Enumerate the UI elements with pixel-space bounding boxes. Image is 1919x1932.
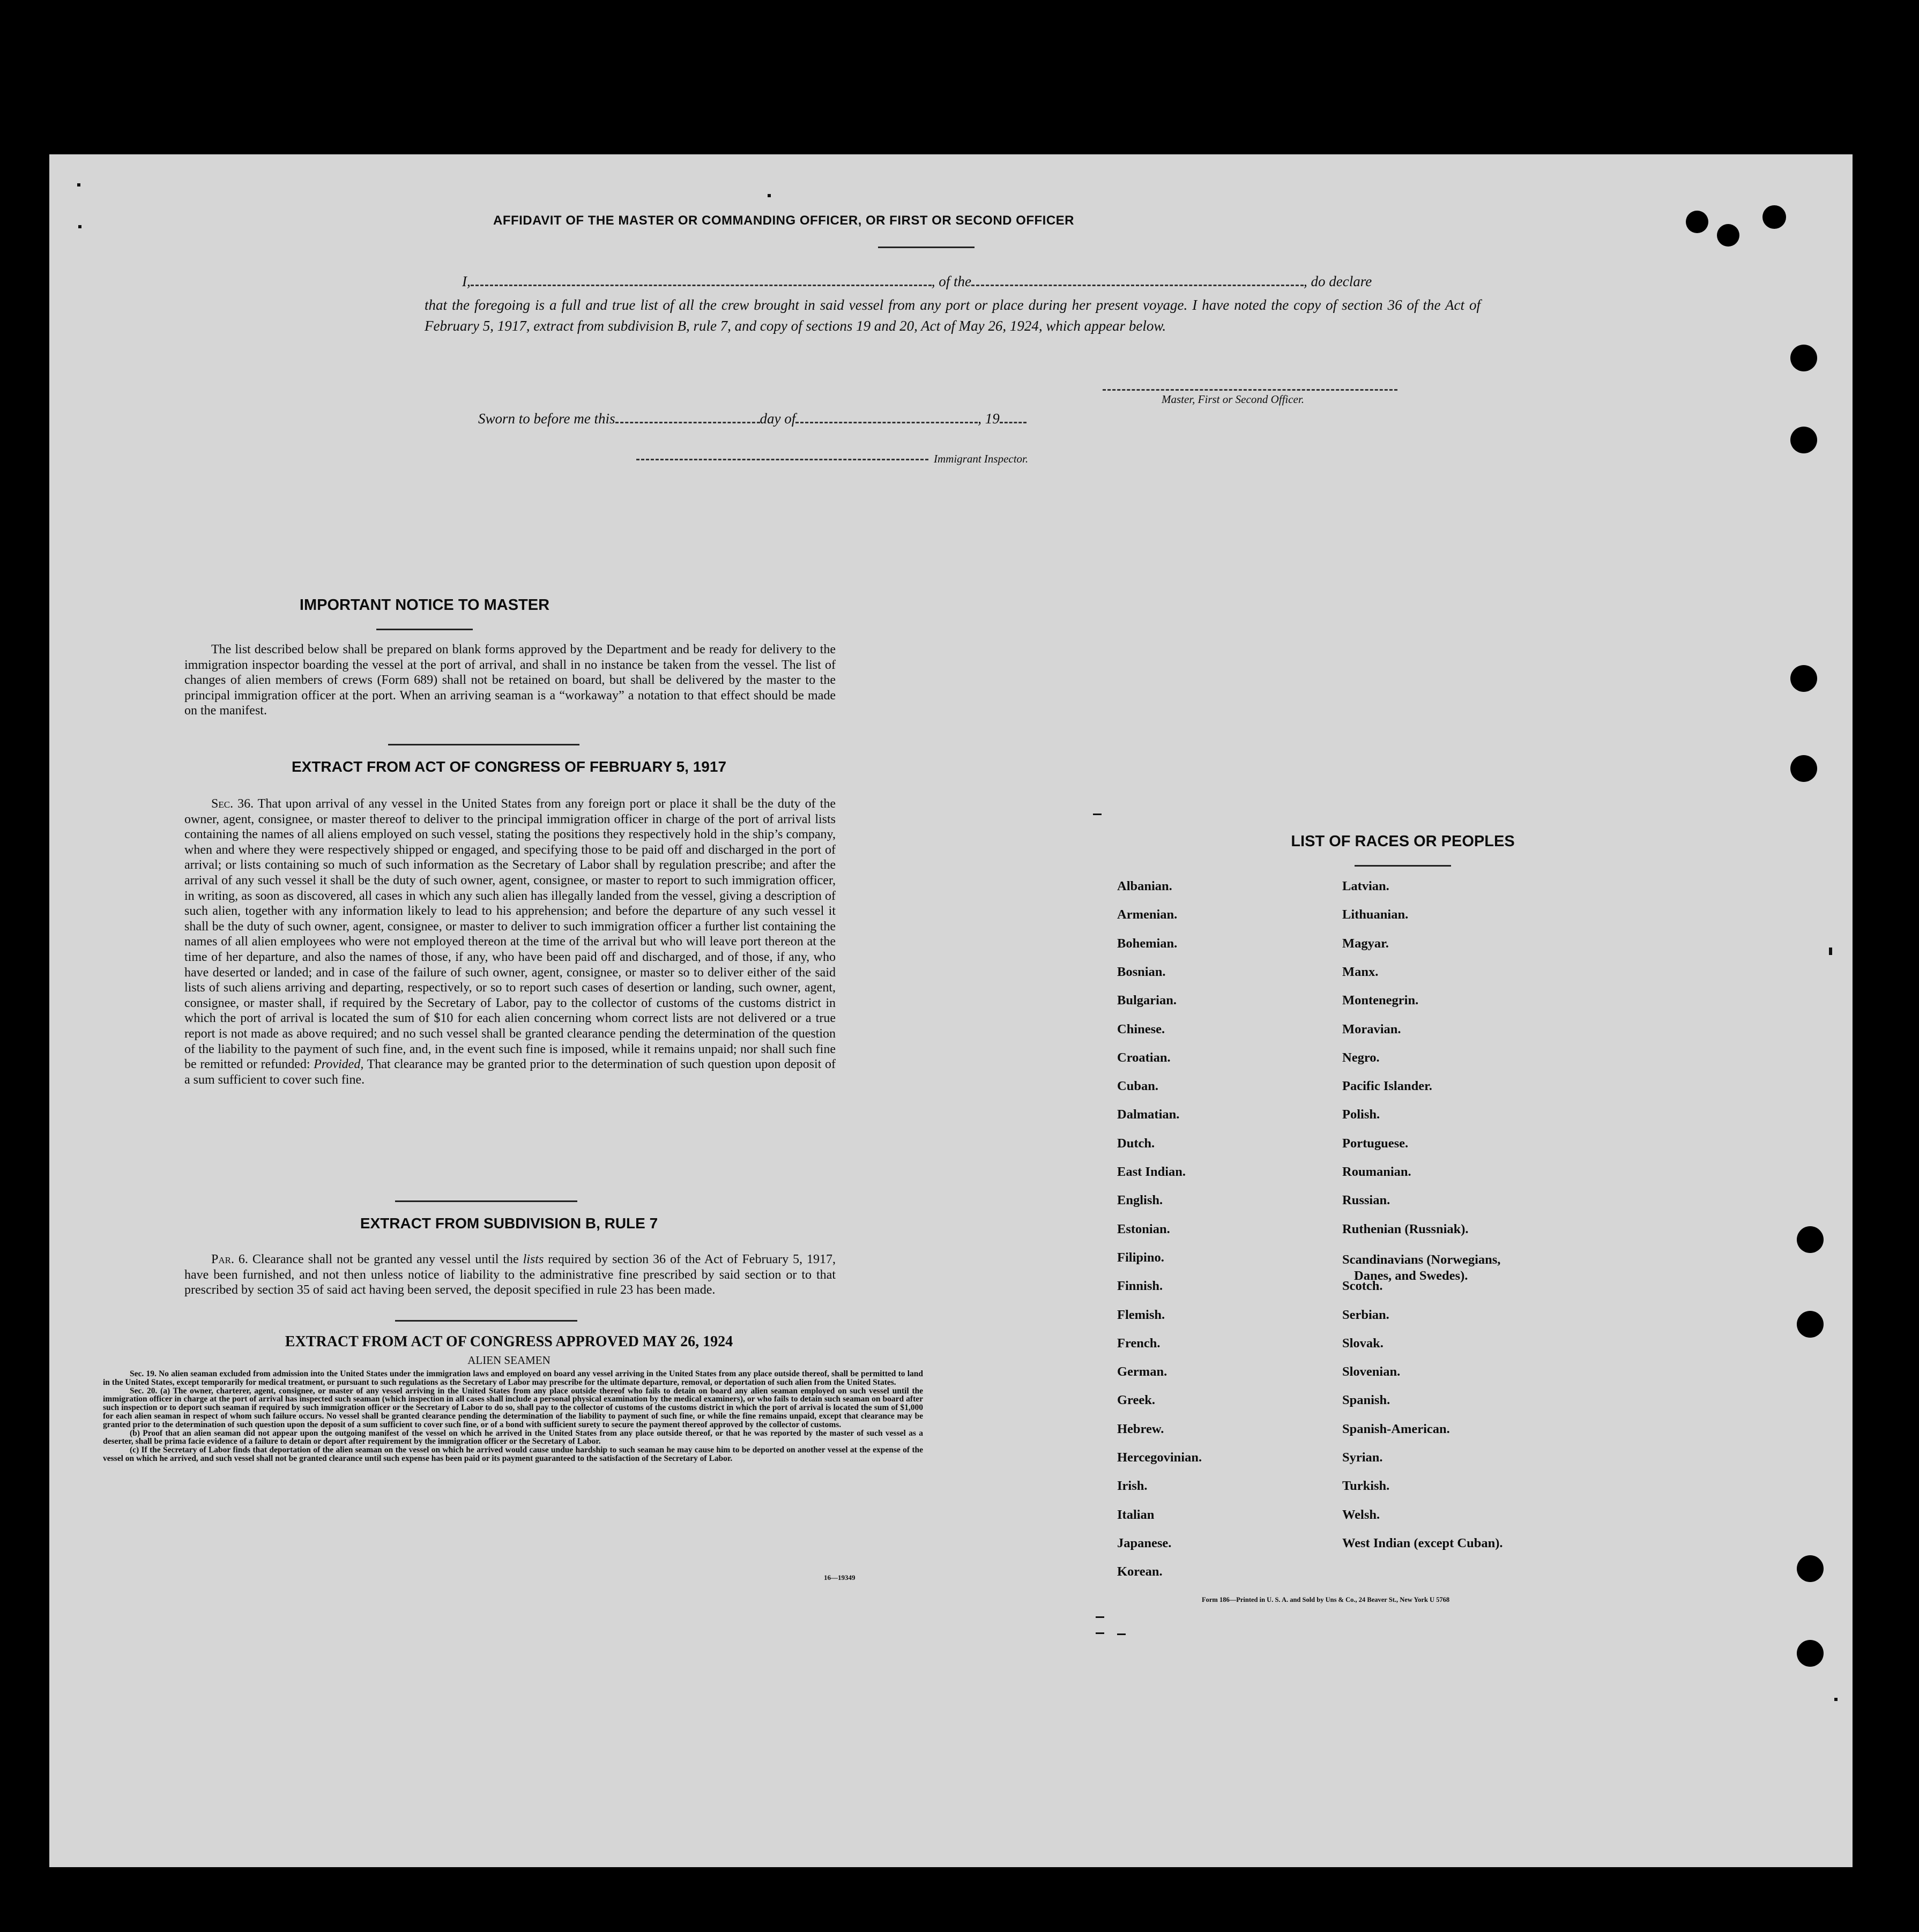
name-blank[interactable] [471,285,932,286]
inspector-signature-line[interactable] [636,459,928,460]
race-item: Armenian. [1117,907,1178,922]
declare-line [462,273,1481,290]
race-item: Dalmatian. [1117,1107,1180,1122]
race-item: Montenegrin. [1342,993,1419,1008]
punch-hole [1762,205,1786,229]
margin-speck [1829,948,1832,955]
form-imprint: Form 186—Printed in U. S. A. and Sold by Uns & Co., 24 Beaver St., New York U 5768 [1202,1596,1450,1603]
punch-hole [1790,665,1817,692]
race-item: Pacific Islander. [1342,1079,1432,1094]
declare-of-the: , of the [931,273,971,289]
sec20b-text: (b) Proof that an alien seaman did not appear upon the outgoing manifest of the vessel on which he arrived in the United States from any place outside thereof, or that he was reported by the master of such vessel as a deserter, shall be prima facie evidence of a failure to detain or deport after requirement by the immigration officer or the Secretary of Labor. [103,1428,923,1446]
race-item: Danes, and Swedes). [1354,1268,1468,1283]
extract-1924-text [103,1370,923,1463]
par6-text-b: required by section 36 of the Act of February 5, 1917, have been furnished, and not then unless notice of liability to the administrative fine prescribed by said section or to that prescribed by section 35 of said act having been served, the deposit specified in rule 23 has been made. [184,1252,836,1297]
notice-text: The list described below shall be prepared on blank forms approved by the Department and be ready for delivery to the immigration inspector boarding the vessel at the port of arrival, and shall in no instance be taken from the vessel. The list of changes of alien members of crews (Form 689) shall not be retained on board, but shall be delivered by the master to the principal immigration officer at the port. When an arriving seaman is a “workaway” a notation to that effect should be made on the manifest. [184,643,836,718]
affidavit-title: AFFIDAVIT OF THE MASTER OR COMMANDING OFFICER, OR FIRST OR SECOND OFFICER [493,213,1075,228]
race-item: Hebrew. [1117,1421,1164,1436]
punch-hole [1686,211,1708,233]
margin-speck [78,225,81,228]
race-item: English. [1117,1193,1163,1208]
master-label: Master, First or Second Officer. [1162,393,1304,406]
races-divider [1355,865,1451,867]
race-item: Manx. [1342,964,1379,979]
race-item: Syrian. [1342,1450,1383,1465]
race-item: Roumanian. [1342,1165,1411,1179]
race-item: Bohemian. [1117,936,1178,951]
sworn-year: , 19 [978,411,1000,427]
punch-hole [1797,1640,1824,1667]
sec20a-text: Sec. 20. (a) The owner, charterer, agent, consignee, or master of any vessel arriving in the United States from any place outside thereof who fails to detain on board any alien seaman employed on such vessel until the immigration officer in charge at the port of arrival has inspected such seaman (which inspection in all cases shall include a personal physical examination by the medical examiners), or who fails to detain such seaman on board after such inspection or to deport such seaman if required by such immigration officer or the Secretary of Labor to do so, shall pay to the collector of customs of the customs district in which the port of arrival is located the sum of $1,000 for each alien seaman in respect of whom such failure occurs. No vessel shall be granted clearance pending the determination of the liability to payment of such fine, or while the fine remains unpaid, except that clearance may be granted prior to the determination of such question upon the deposit of a sum sufficient to cover such fine, or of a bond with sufficient surety to secure the payment thereof approved by the collector of customs. [103,1386,923,1429]
race-item: East Indian. [1117,1165,1186,1179]
margin-speck [1834,1698,1838,1701]
race-item: Bosnian. [1117,964,1166,979]
master-signature-line[interactable] [1103,389,1397,391]
punch-hole [1797,1226,1824,1253]
affidavit-body: that the foregoing is a full and true list of all the crew brought in said vessel from any port or place during her present voyage. I have noted the copy of section 36 of the Act of February 5, 1917, extract from subdivision B, rule 7, and copy of sections 19 and 20, Act of May 26, 1924, which appear below. [425,297,1481,334]
punch-hole [1790,755,1817,782]
race-item: Korean. [1117,1564,1163,1579]
extract-1917-title: EXTRACT FROM ACT OF CONGRESS OF FEBRUARY 5, 1917 [291,758,727,775]
race-item: Polish. [1342,1107,1380,1122]
sec36-provided: Provided, [314,1057,364,1072]
extract-1924-title: EXTRACT FROM ACT OF CONGRESS APPROVED MAY 26, 1924 [285,1333,733,1350]
race-item: Latvian. [1342,879,1389,893]
sec19-text: Sec. 19. No alien seaman excluded from admission into the United States under the immigration laws and employed on board any vessel arriving in the United States from any place outside thereof, shall be permitted to land in the United States, except temporarily for medical treatment, or pursuant to such regulations as the Secretary of Labor may prescribe for the ultimate departure, removal, or deportation of such alien from the United States. [103,1369,923,1387]
month-blank[interactable] [795,422,978,423]
par6-label: Par. 6. [211,1252,248,1266]
declare-do-declare: , do declare [1304,273,1372,289]
race-item: Scotch. [1342,1279,1383,1294]
race-item: Scandinavians (Norwegians, [1342,1252,1501,1267]
race-item: Greek. [1117,1393,1155,1408]
race-item: Finnish. [1117,1279,1163,1294]
race-item: Dutch. [1117,1136,1155,1151]
title-divider [878,247,975,248]
form-page [49,154,1853,1867]
race-item: Japanese. [1117,1535,1172,1550]
race-item: Serbian. [1342,1307,1389,1322]
margin-speck [77,183,80,187]
margin-speck [1117,1633,1126,1635]
notice-title: IMPORTANT NOTICE TO MASTER [299,596,550,614]
race-item: Portuguese. [1342,1136,1409,1151]
extract-1917-text [184,796,836,1087]
par6-text-a: Clearance shall not be granted any vessel until the [252,1252,519,1266]
race-item: Flemish. [1117,1307,1165,1322]
race-item: Ruthenian (Russniak). [1342,1221,1469,1236]
margin-speck [1093,814,1102,815]
race-item: Cuban. [1117,1079,1158,1094]
year-blank[interactable] [1000,422,1027,423]
race-item: Italian [1117,1507,1155,1522]
sec36-label: Sec. 36. [211,797,254,811]
margin-speck [768,194,771,197]
race-item: Croatian. [1117,1050,1171,1065]
punch-hole [1790,427,1817,453]
race-item: Welsh. [1342,1507,1380,1522]
vessel-blank[interactable] [971,285,1304,286]
declare-i: I, [462,273,471,289]
race-item: German. [1117,1364,1167,1379]
margin-speck [1096,1632,1104,1634]
race-item: West Indian (except Cuban). [1342,1535,1503,1550]
race-item: Irish. [1117,1479,1148,1494]
form-code: 16—19349 [824,1573,856,1582]
race-item: Spanish. [1342,1393,1390,1408]
race-item: Moravian. [1342,1021,1401,1036]
day-blank[interactable] [615,422,760,423]
sworn-day-of: day of [760,411,796,427]
sec36-text: That upon arrival of any vessel in the United States from any foreign port or place it shall be the duty of the owner, agent, consignee, or master thereof to deliver to the principal immigration officer in charge of the port of arrival lists containing the names of all aliens employed on such vessel, stating the positions they respectively hold in the ship’s company, when and where they were respectively shipped or engaged, and specifying those to be paid off and discharged in the port of arrival; or lists containing so much of such information as the Secretary of Labor shall by regulation prescribe; and after the arrival of any such vessel it shall be the duty of such owner, agent, consignee, or master to report to such immigration officer, in writing, as soon as discovered, all cases in which any such alien has illegally landed from the vessel, giving a description of such alien, together with any information likely to lead to his apprehension; and before the departure of any such vessel it shall be the duty of such owner, agent, consignee, or master to deliver to such immigration officer a further list containing the names of all alien employees who were not employed thereon at the time of the arrival but who will leave port thereon at the time of her departure, and also the names of those, if any, who have been paid off and discharged, and of those, if any, who have deserted or landed; and in case of the failure of such owner, agent, consignee, or master so to deliver either of the said lists of such aliens arriving and departing, respectively, or so to report such cases of desertion or landing, such owner, agent, consignee, or master shall, if required by the Secretary of Labor, pay to the collector of customs of the customs district in which the port of arrival is located the sum of $10 for each alien concerning whom correct lists are not delivered or a true report is not made as above required; and no such vessel shall be granted clearance pending the determination of the question of the liability to the payment of such fine, and, in the event such fine is imposed, while it remains unpaid; nor shall such fine be remitted or refunded: [184,797,836,1072]
race-item: Estonian. [1117,1221,1170,1236]
race-item: Russian. [1342,1193,1390,1208]
section-divider-1 [388,744,579,745]
race-item: Magyar. [1342,936,1389,951]
margin-speck [1096,1616,1104,1618]
race-item: Bulgarian. [1117,993,1177,1008]
race-item: Negro. [1342,1050,1380,1065]
rule7-text [184,1252,836,1298]
extract-1924-subtitle: ALIEN SEAMEN [467,1354,551,1367]
punch-hole [1790,345,1817,371]
section-divider-2 [395,1200,577,1202]
race-item: Hercegovinian. [1117,1450,1202,1465]
race-item: Slovenian. [1342,1364,1401,1379]
par6-lists: lists [523,1252,544,1266]
race-item: Chinese. [1117,1021,1165,1036]
punch-hole [1797,1311,1824,1338]
race-item: Turkish. [1342,1479,1390,1494]
race-item: French. [1117,1336,1161,1351]
race-item: Filipino. [1117,1250,1164,1265]
section-divider-3 [395,1320,577,1322]
sec20c-text: (c) If the Secretary of Labor finds that deportation of the alien seaman on the vessel on which he arrived would cause undue hardship to such seaman he may cause him to be deported on another vessel at the expense of the vessel on which he arrived, and such vessel shall not be granted clearance until such expense has been paid or its payment guaranteed to the satisfaction of the Secretary of Labor. [103,1445,923,1463]
notice-divider [376,629,473,630]
sworn-line [478,411,1229,427]
punch-hole [1717,224,1739,247]
punch-hole [1797,1555,1824,1582]
inspector-label: Immigrant Inspector. [934,452,1029,465]
race-item: Lithuanian. [1342,907,1409,922]
races-title: LIST OF RACES OR PEOPLES [1291,833,1515,850]
race-item: Slovak. [1342,1336,1384,1351]
rule7-title: EXTRACT FROM SUBDIVISION B, RULE 7 [360,1215,658,1232]
sec36-text-end: That clearance may be granted prior to the determination of such question upon deposit of a sum sufficient to cover such fine. [184,1057,836,1087]
race-item: Albanian. [1117,879,1172,893]
sworn-text: Sworn to before me this [478,411,615,427]
race-item: Spanish-American. [1342,1421,1450,1436]
